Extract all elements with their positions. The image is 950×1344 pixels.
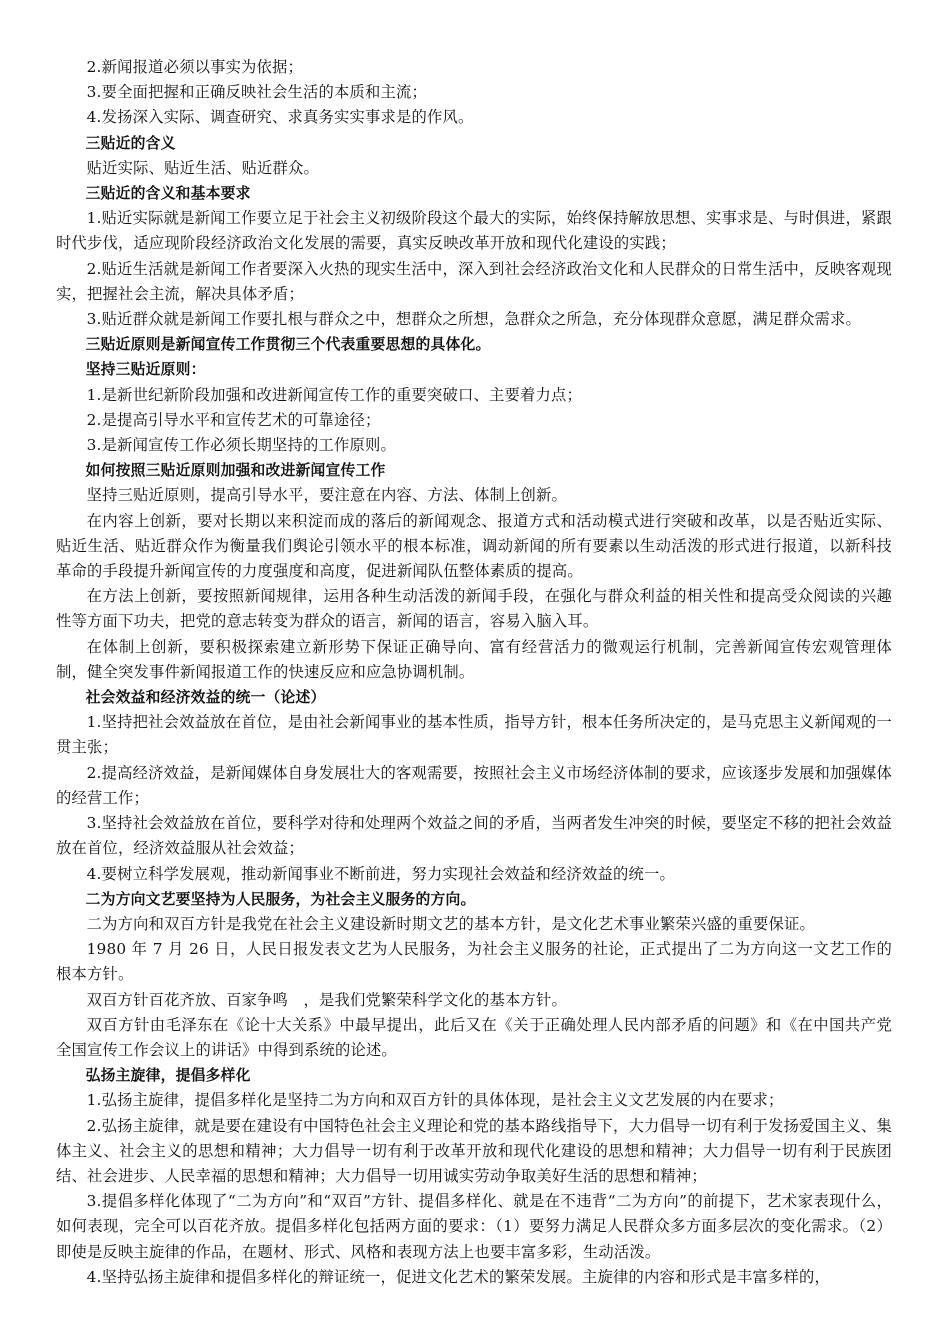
paragraph: 1980 年 7 月 26 日，人民日报发表文艺为人民服务，为社会主义服务的社论，正式提出了二为方向这一文艺工作的根本方针。: [56, 940, 892, 984]
section-heading: 三贴近原则是新闻宣传工作贯彻三个代表重要思想的具体化。: [85, 336, 491, 354]
section-heading: 社会效益和经济效益的统一（论述）: [85, 689, 326, 707]
paragraph: 1.贴近实际就是新闻工作要立足于社会主义初级阶段这个最大的实际，始终保持解放思想、实事求是、与时俱进，紧跟时代步伐，适应现阶段经济政治文化发展的需要，真实反映改革开放和现代化建设的实践；: [56, 209, 892, 253]
section-heading: 弘扬主旋律，提倡多样化: [85, 1067, 251, 1085]
section-heading: 如何按照三贴近原则加强和改进新闻宣传工作: [85, 462, 386, 480]
paragraph: 3.是新闻宣传工作必须长期坚持的工作原则。: [86, 436, 397, 455]
paragraph: 1.是新世纪新阶段加强和改进新闻宣传工作的重要突破口、主要着力点；: [86, 385, 582, 404]
paragraph: 4.要树立科学发展观，推动新闻事业不断前进，努力实现社会效益和经济效益的统一。: [86, 864, 675, 883]
document-page: [56, 55, 892, 1290]
paragraph: 双百方针百花齐放、百家争鸣 ，是我们党繁荣科学文化的基本方针。: [86, 990, 567, 1009]
paragraph: 2.是提高引导水平和宣传艺术的可靠途径；: [86, 410, 381, 429]
paragraph: 3.贴近群众就是新闻工作要扎根与群众之中，想群众之所想，急群众之所急，充分体现群众意愿，满足群众需求。: [86, 310, 861, 329]
section-heading: 坚持三贴近原则：: [85, 361, 206, 379]
paragraph: 在方法上创新，要按照新闻规律，运用各种生动活泼的新闻手段，在强化与群众利益的相关性和提高受众阅读的兴趣性等方面下功夫，把党的意志转变为群众的语言，新闻的语言，容易入脑入耳。: [56, 587, 892, 631]
paragraph: 二为方向和双百方针是我党在社会主义建设新时期文艺的基本方针，是文化艺术事业繁荣兴盛的重要保证。: [86, 914, 815, 933]
paragraph: 3.要全面把握和正确反映社会生活的本质和主流；: [86, 83, 428, 102]
paragraph: 4.坚持弘扬主旋律和提倡多样化的辩证统一，促进文化艺术的繁荣发展。主旋律的内容和形式是丰富多样的，: [86, 1267, 830, 1286]
paragraph: 2.贴近生活就是新闻工作者要深入火热的现实生活中，深入到社会经济政治文化和人民群众的日常生活中，反映客观现实，把握社会主流，解决具体矛盾；: [56, 259, 892, 303]
paragraph: 双百方针由毛泽东在《论十大关系》中最早提出，此后又在《关于正确处理人民内部矛盾的问题》和《在中国共产党全国宣传工作会议上的讲话》中得到系统的论述。: [56, 1015, 892, 1059]
paragraph: 在内容上创新，要对长期以来积淀而成的落后的新闻观念、报道方式和活动模式进行突破和改革，以是否贴近实际、贴近生活、贴近群众作为衡量我们舆论引领水平的根本标准，调动新闻的所有要素以生动活泼的形式进行报道，以新科技革命的手段提升新闻宣传的力度强度和高度，促进新闻队伍整体素质的提高。: [56, 511, 892, 581]
section-heading: 三贴近的含义和基本要求: [85, 185, 251, 203]
paragraph: 在体制上创新，要积极探索建立新形势下保证正确导向、富有经营活力的微观运行机制，完善新闻宣传宏观管理体制，健全突发事件新闻报道工作的快速反应和应急协调机制。: [56, 637, 892, 681]
paragraph: 3.提倡多样化体现了“二为方向”和“双百”方针、提倡多样化、就是在不违背“二为方向”的前提下，艺术家表现什么，如何表现，完全可以百花齐放。提倡多样化包括两方面的要求：（1）要努力满足人民群众多方面多层次的变化需求。（2）即使是反映主旋律的作品，在题材、形式、风格和表现方法上也要丰富多彩，生动活泼。: [56, 1192, 892, 1261]
paragraph: 1.弘扬主旋律，提倡多样化是坚持二为方向和双百方针的具体体现，是社会主义文艺发展的内在要求；: [86, 1091, 784, 1110]
paragraph: 1.坚持把社会效益放在首位，是由社会新闻事业的基本性质，指导方针，根本任务所决定的，是马克思主义新闻观的一贯主张；: [56, 713, 892, 757]
paragraph: 2.提高经济效益，是新闻媒体自身发展壮大的客观需要，按照社会主义市场经济体制的要求，应该逐步发展和加强媒体的经营工作；: [56, 763, 892, 807]
section-heading: 二为方向文艺要坚持为人民服务，为社会主义服务的方向。: [85, 890, 476, 908]
paragraph: 2.新闻报道必须以事实为依据；: [86, 58, 304, 76]
paragraph: 贴近实际、贴近生活、贴近群众。: [86, 158, 320, 177]
paragraph: 4.发扬深入实际、调查研究、求真务实实事求是的作风。: [86, 108, 474, 127]
paragraph: 3.坚持社会效益放在首位，要科学对待和处理两个效益之间的矛盾，当两者发生冲突的时候，要坚定不移的把社会效益放在首位，经济效益服从社会效益；: [56, 814, 892, 858]
paragraph: 坚持三贴近原则，提高引导水平，要注意在内容、方法、体制上创新。: [86, 486, 567, 505]
paragraph: 2.弘扬主旋律，就是要在建设有中国特色社会主义理论和党的基本路线指导下，大力倡导一切有利于发扬爱国主义、集体主义、社会主义的思想和精神；大力倡导一切有利于改革开放和现代化建设的思想和精神；大力倡导一切有利于民族团结、社会进步、人民幸福的思想和精神；大力倡导一切用诚实劳动争取美好生活的思想和精神；: [56, 1116, 892, 1185]
section-heading: 三贴近的含义: [85, 134, 176, 152]
